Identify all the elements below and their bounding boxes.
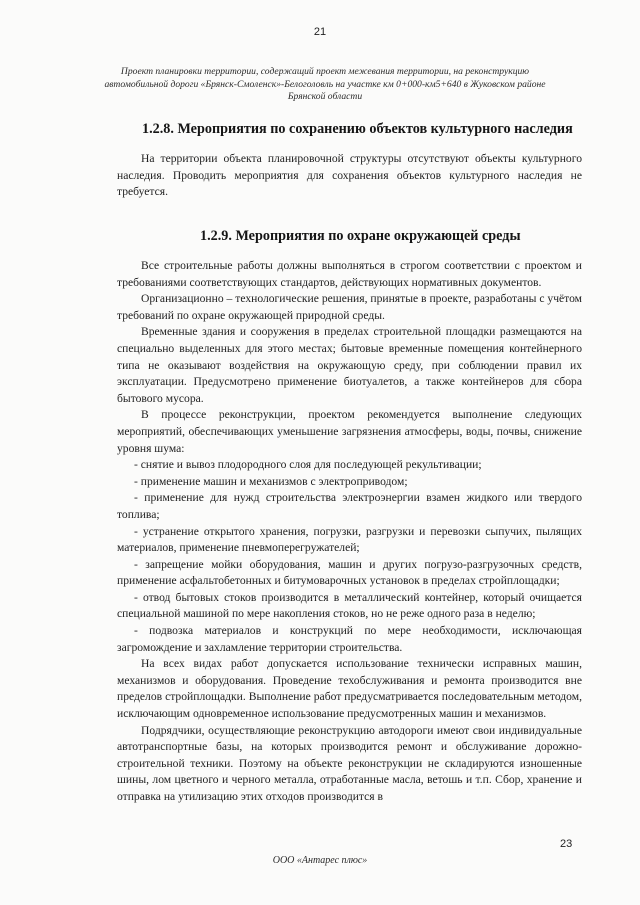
list-item: - подвозка материалов и конструкций по мере необходимости, исключающая загромождение и захламление территории строительства. (117, 624, 582, 654)
paragraph: Временные здания и сооружения в пределах строительной площадки размещаются на специально выделенных для этого местах; бытовые временные помещения контейнерного типа не оказывают воздействия на окружающую среду, при соблюдении правил их эксплуатации. Предусмотрено применение биотуалетов, а также контейнеров для сбора бытового мусора. (117, 325, 582, 405)
paragraph: Организационно – технологические решения, принятые в проекте, разработаны с учётом требований по охране окружающей природной среды. (117, 292, 582, 322)
page-number-bottom: 23 (560, 838, 573, 850)
paragraph: В процессе реконструкции, проектом рекомендуется выполнение следующих мероприятий, обеспечивающих уменьшение загрязнения атмосферы, воды, почвы, снижение уровня шума: (117, 408, 582, 455)
list-item: - применение для нужд строительства электроэнергии взамен жидкого или твердого топлива; (117, 491, 582, 521)
list-item: - устранение открытого хранения, погрузки, разгрузки и перевозки сыпучих, пылящих материалов, применение пневмоперегружателей; (117, 524, 582, 555)
list-item: - запрещение мойки оборудования, машин и других погрузо-разгрузочных средств, применение асфальтобетонных и битумоварочных установок в пределах стройплощадки; (117, 557, 582, 588)
list-item: - снятие и вывоз плодородного слоя для последующей рекультивации; (134, 458, 482, 472)
paragraph: На территории объекта планировочной структуры отсутствуют объекты культурного наследия. Проводить мероприятия для сохранения объектов культурного наследия не требуется. (117, 152, 582, 199)
paragraph: Все строительные работы должны выполняться в строгом соответствии с проектом и требованиями соответствующих стандартов, действующих нормативных документов. (117, 259, 582, 289)
section-heading-cultural-heritage: 1.2.8. Мероприятия по сохранению объектов культурного наследия (142, 121, 573, 137)
header-line: Брянской области (287, 91, 363, 103)
footer-company-name: ООО «Антарес плюс» (272, 855, 368, 866)
paragraph: Подрядчики, осуществляющие реконструкцию автодороги имеют свои индивидуальные автотранспортные базы, на которых производится ремонт и обслуживание дорожно-строительной техники. Поэтому на объекте реконструкции не складируются изношенные шины, лом цветного и черного металла, отработанные масла, ветошь и т.п. Сбор, хранение и отправка на утилизацию этих отходов производится в (117, 723, 582, 803)
page-number-top: 21 (313, 26, 327, 38)
list-item: - применение машин и механизмов с электроприводом; (134, 474, 408, 488)
section-heading-environment: 1.2.9. Мероприятия по охране окружающей среды (200, 228, 521, 244)
header-line: Проект планировки территории, содержащий проект межевания территории, на реконструкцию (120, 66, 530, 77)
header-line: автомобильной дороги «Брянск-Смоленск»-Белоголовль на участке км 0+000-км5+640 в Жуковском районе (104, 78, 546, 90)
section-body-cultural-heritage (117, 151, 582, 201)
list-item: - отвод бытовых стоков производится в металлический контейнер, который очищается специальной машиной по мере накопления стоков, но не реже одного раза в неделю; (117, 590, 582, 621)
running-header (100, 66, 550, 104)
paragraph: На всех видах работ допускается использование технически исправных машин, механизмов и оборудования. Проведение техобслуживания и ремонта производится вне пределов стройплощадки. Выполнение работ предусматривается последовательным методом, исключающим одновременное использование предусмотренных машин и механизмов. (117, 657, 582, 721)
section-body-environment (117, 258, 582, 806)
